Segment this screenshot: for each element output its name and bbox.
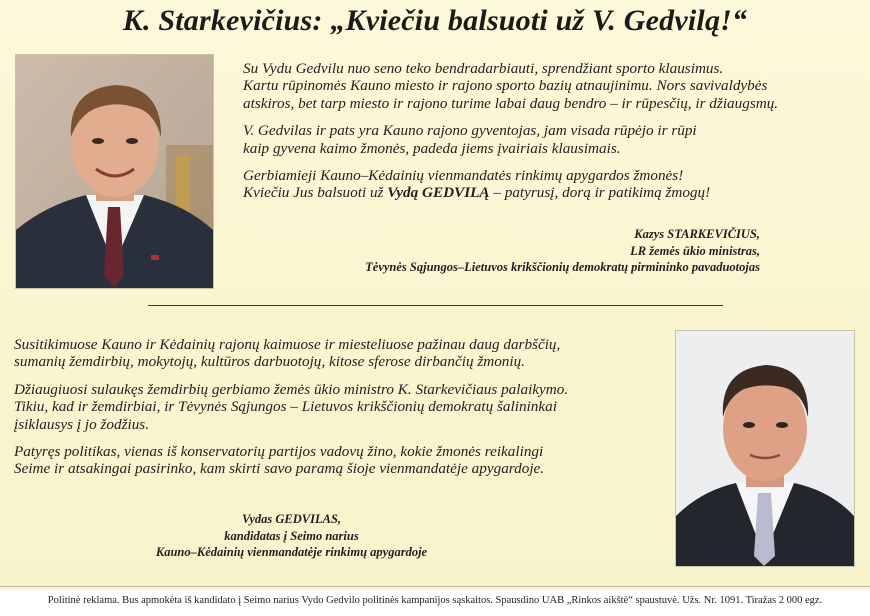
- paragraph: Gerbiamieji Kauno–Kėdainių vienmandatės rinkimų apygardos žmonės! Kviečiu Jus balsuoti už Vydą GEDVILĄ – patyrusį, dorą ir patikimą žmogų!: [243, 167, 711, 202]
- imprint-text: Politinė reklama. Bus apmokėta iš kandidato į Seimo narius Vydo Gedvilo politinės kampanijos sąskaitos. Spausdino UAB „Rinkos aikštė“ spaustuvė. Užs. Nr. 1091. Tiražas 2 000 egz.: [47, 595, 823, 606]
- endorsement-text: [243, 60, 843, 212]
- portrait-photo-starkevicius: [15, 54, 214, 289]
- candidate-name: Vydą GEDVILĄ: [387, 184, 490, 202]
- paragraph: Patyręs politikas, vienas iš konservatorių partijos vadovų žino, kokie žmonės reikalingi Seime ir atsakingai pasirinko, kam skirti savo paramą šioje vienmandatėje apygardoje.: [14, 443, 545, 478]
- signature-gedvilas: [100, 511, 483, 561]
- footer-rule: [0, 586, 870, 587]
- candidate-text: [14, 336, 664, 488]
- portrait-photo-gedvilas: [675, 330, 855, 567]
- signature-starkevicius: [300, 226, 760, 276]
- signature-name: Vydas GEDVILAS,: [241, 512, 342, 526]
- signature-position: Tėvynės Sąjungos–Lietuvos krikščionių demokratų pirmininko pavaduotojas: [365, 260, 760, 275]
- footer-imprint: [0, 590, 870, 616]
- paragraph: V. Gedvilas ir pats yra Kauno rajono gyventojas, jam visada rūpėjo ir rūpi kaip gyvena kaimo žmonės, padeda jiems įvairiais klausimais.: [243, 122, 697, 157]
- paragraph: Su Vydu Gedvilu nuo seno teko bendradarbiauti, sprendžiant sporto klausimus. Kartu rūpinomės Kauno miesto ir rajono sporto bazių atnaujinimu. Nors savivaldybės atskiros, bet tarp miesto ir rajono turime labai daug bendro – ir rūpesčių, ir džiaugsmų.: [243, 60, 779, 112]
- paragraph: Džiaugiuosi sulaukęs žemdirbių gerbiamo žemės ūkio ministro K. Starkevičiaus palaikymo. Tikiu, kad ir žemdirbiai, ir Tėvynės Sąjungos – Lietuvos krikščionių demokratų šalininkai įsiklausys į jo žodžius.: [14, 380, 569, 433]
- signature-title: kandidatas į Seimo narius: [224, 528, 359, 543]
- page-title: K. Starkevičius: „Kviečiu balsuoti už V. Gedvilą!“: [122, 4, 748, 37]
- paragraph: Susitikimuose Kauno ir Kėdainių rajonų kaimuose ir miesteliuose pažinau daug darbščių, sumanių žemdirbių, mokytojų, kultūros darbuotojų, kitose sferose dirbančių žmonių.: [14, 336, 561, 371]
- signature-name: Kazys STARKEVIČIUS,: [634, 227, 760, 241]
- signature-title: LR žemės ūkio ministras,: [630, 243, 760, 258]
- section-divider: [148, 305, 723, 306]
- signature-position: Kauno–Kėdainių vienmandatėje rinkimų apygardoje: [155, 545, 428, 560]
